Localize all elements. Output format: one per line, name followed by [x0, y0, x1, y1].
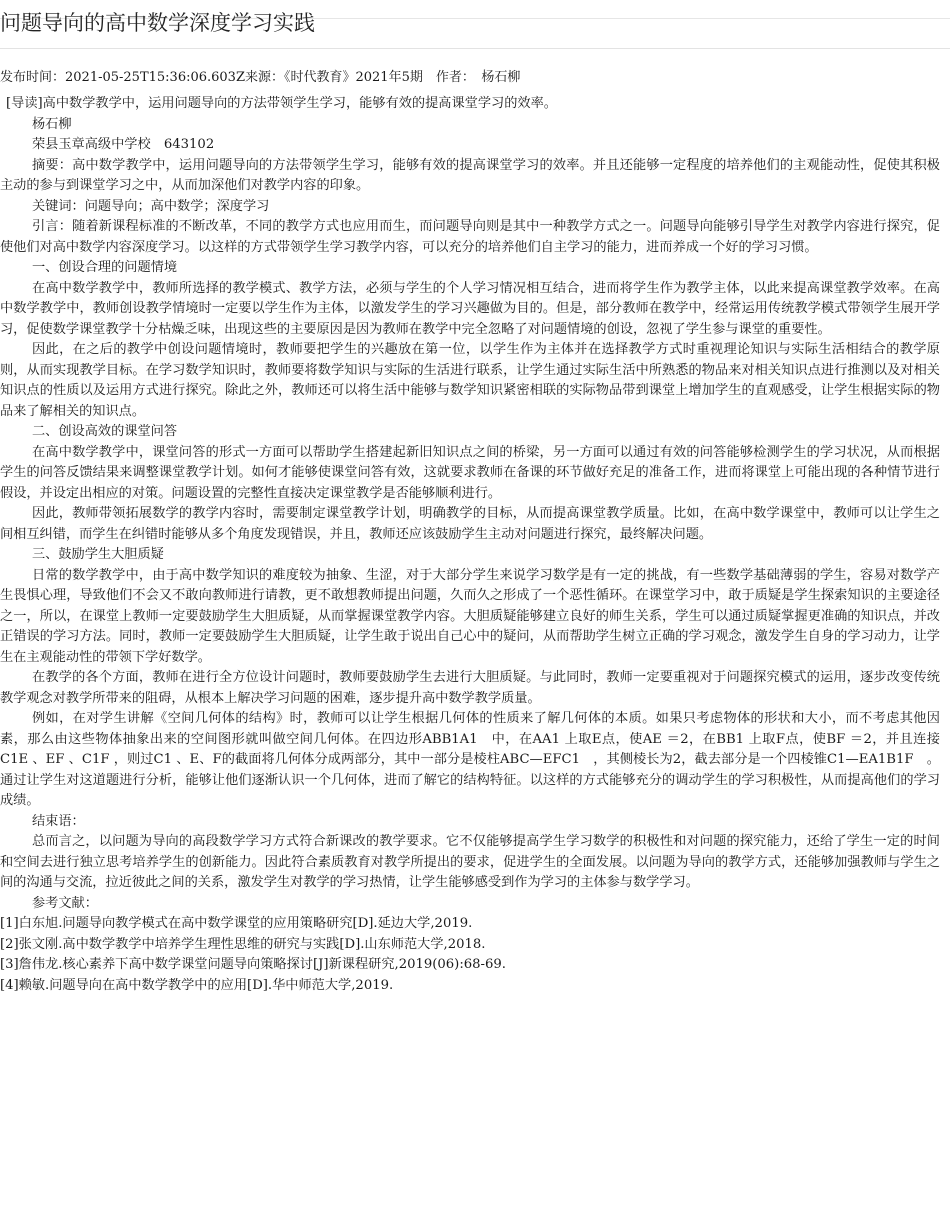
references-heading: 参考文献：	[32, 895, 98, 911]
body-paragraph: 日常的数学教学中，由于高中数学知识的难度较为抽象、生涩，对于大部分学生来说学习数学是有一定的挑战，有一些数学基础薄弱的学生，容易对数学产生畏惧心理，导致他们不会又不敢向教师进行请教，更不敢想教师提出问题，久而久之形成了一个恶性循环。在课堂学习中，敢于质疑是学生探索知识的主要途径之一，所以，在课堂上教师一定要鼓励学生大胆质疑，从而掌握课堂教学内容。大胆质疑能够建立良好的师生关系，学生可以通过质疑掌握更准确的知识点，并改正错误的学习方法。同时，教师一定要鼓励学生大胆质疑，让学生敢于说出自己心中的疑问，从而帮助学生树立正确的学习观念，激发学生自身的学习动力，让学生在主观能动性的带领下学好数学。	[0, 567, 940, 665]
author-affiliation: 荣县玉章高级中学校 643102	[32, 137, 215, 152]
keywords-line: 关键词：问题导向；高中数学；深度学习	[32, 198, 270, 214]
abstract-paragraph: 摘要：高中数学教学中，运用问题导向的方法带领学生学习，能够有效的提高课堂学习的效率。并且还能够一定程度的培养他们的主观能动性，促使其积极主动的参与到课堂学习之中，从而加深他们对教学内容的印象。	[0, 157, 940, 193]
article-title: 问题导向的高中数学深度学习实践	[0, 11, 315, 35]
reference-item: [2]张文刚.高中数学教学中培养学生理性思维的研究与实践[D].山东师范大学,2018.	[0, 936, 486, 952]
section-heading: 三、鼓励学生大胆质疑	[32, 547, 164, 562]
reference-item: [4]赖敏.问题导向在高中数学教学中的应用[D].华中师范大学,2019.	[0, 977, 394, 993]
author-name: 杨石柳	[32, 116, 72, 132]
section-heading: 二、创设高效的课堂问答	[32, 424, 178, 439]
article-body	[0, 94, 940, 996]
body-paragraph: 因此，教师带领拓展数学的教学内容时，需要制定课堂教学计划，明确教学的目标，从而提高课堂教学质量。比如，在高中数学课堂中，教师可以让学生之间相互纠错，而学生在纠错时能够从多个角度发现错误，并且，教师还应该鼓励学生主动对问题进行探究，最终解决问题。	[0, 506, 940, 542]
article-lead: [导读]高中数学教学中，运用问题导向的方法带领学生学习，能够有效的提高课堂学习的效率。	[6, 96, 557, 111]
conclusion-heading: 结束语：	[32, 813, 85, 829]
intro-paragraph: 引言：随着新课程标准的不断改革，不同的教学方式也应用而生，而问题导向则是其中一种教学方式之一。问题导向能够引导学生对教学内容进行探究，促使他们对高中数学内容深度学习。以这样的方式带领学生学习教学内容，可以充分的培养他们自主学习的能力，进而养成一个好的学习习惯。	[0, 219, 940, 255]
title-divider	[0, 48, 950, 49]
body-paragraph: 在高中数学教学中，课堂问答的形式一方面可以帮助学生搭建起新旧知识点之间的桥梁，另一方面可以通过有效的问答能够检测学生的学习状况，从而根据学生的问答反馈结果来调整课堂教学计划。如何才能够使课堂问答有效，这就要求教师在备课的环节做好充足的准备工作，进而将课堂上可能出现的各种情节进行假设，并设定出相应的对策。问题设置的完整性直接决定课堂教学是否能够顺利进行。	[0, 444, 940, 501]
section-heading: 一、创设合理的问题情境	[32, 260, 178, 275]
body-paragraph: 因此，在之后的教学中创设问题情境时，教师要把学生的兴趣放在第一位，以学生作为主体并在选择教学方式时重视理论知识与实际生活相结合的教学原则，从而实现教学目标。在学习数学知识时，教师要将数学知识与实际的生活进行联系，让学生通过实际生活中所熟悉的物品来对相关知识点进行推测以及对相关知识点的性质以及运用方式进行探究。除此之外，教师还可以将生活中能够与数学知识紧密相联的实际物品带到课堂上增加学生的直观感受，让学生根据实际的物品来了解相关的知识点。	[0, 342, 940, 419]
conclusion-paragraph: 总而言之，以问题为导向的高段数学学习方式符合新课改的教学要求。它不仅能够提高学生学习数学的积极性和对问题的探究能力，还给了学生一定的时间和空间去进行独立思考培养学生的创新能力。因此符合素质教育对教学所提出的要求，促进学生的全面发展。以问题为导向的教学方式，还能够加强教师与学生之间的沟通与交流，拉近彼此之间的关系，激发学生对教学的学习热情，让学生能够感受到作为学习的主体参与数学学习。	[0, 834, 940, 890]
body-paragraph: 例如，在对学生讲解《空间几何体的结构》时，教师可以让学生根据几何体的性质来了解几何体的本质。如果只考虑物体的形状和大小，而不考虑其他因素，那么由这些物体抽象出来的空间图形就叫做空间几何体。在四边形ABB1A1 中，在AA1 上取E点，使AE ＝2，在BB1 上取F点，使BF ＝2，并且连接C1E 、EF 、C1F ，则过C1 、E、F的截面将几何体分成两部分，其中一部分是棱柱ABC—EFC1 ，其侧棱长为2，截去部分是一个四棱锥C1—EA1B1F 。通过让学生对这道题进行分析，能够让他们逐渐认识一个几何体，进而了解它的结构特征。以这样的方式能够充分的调动学生的学习积极性，从而提高他们的学习成绩。	[0, 711, 940, 808]
article-meta: 发布时间：2021-05-25T15:36:06.603Z来源：《时代教育》2021年5期 作者： 杨石柳	[0, 70, 521, 85]
body-paragraph: 在高中数学教学中，教师所选择的教学模式、教学方法，必须与学生的个人学习情况相互结合，进而将学生作为教学主体，以此来提高课堂教学效率。在高中数学教学中，教师创设教学情境时一定要以学生作为主体，以激发学生的学习兴趣做为目的。但是，部分教师在教学中，经常运用传统教学模式带领学生展开学习，促使数学课堂教学十分枯燥乏味，出现这些的主要原因是因为教师在教学中完全忽略了对问题情境的创设，忽视了学生参与课堂的重要性。	[0, 280, 940, 337]
body-paragraph: 在教学的各个方面，教师在进行全方位设计问题时，教师要鼓励学生去进行大胆质疑。与此同时，教师一定要重视对于问题探究模式的运用，逐步改变传统教学观念对教学所带来的阻碍，从根本上解决学习问题的困难，逐步提升高中数学教学质量。	[0, 670, 940, 706]
reference-item: [1]白东旭.问题导向教学模式在高中数学课堂的应用策略研究[D].延边大学,2019.	[0, 916, 473, 931]
reference-item: [3]詹伟龙.核心素养下高中数学课堂问题导向策略探讨[J]新课程研究,2019(06):68-69.	[0, 957, 506, 972]
